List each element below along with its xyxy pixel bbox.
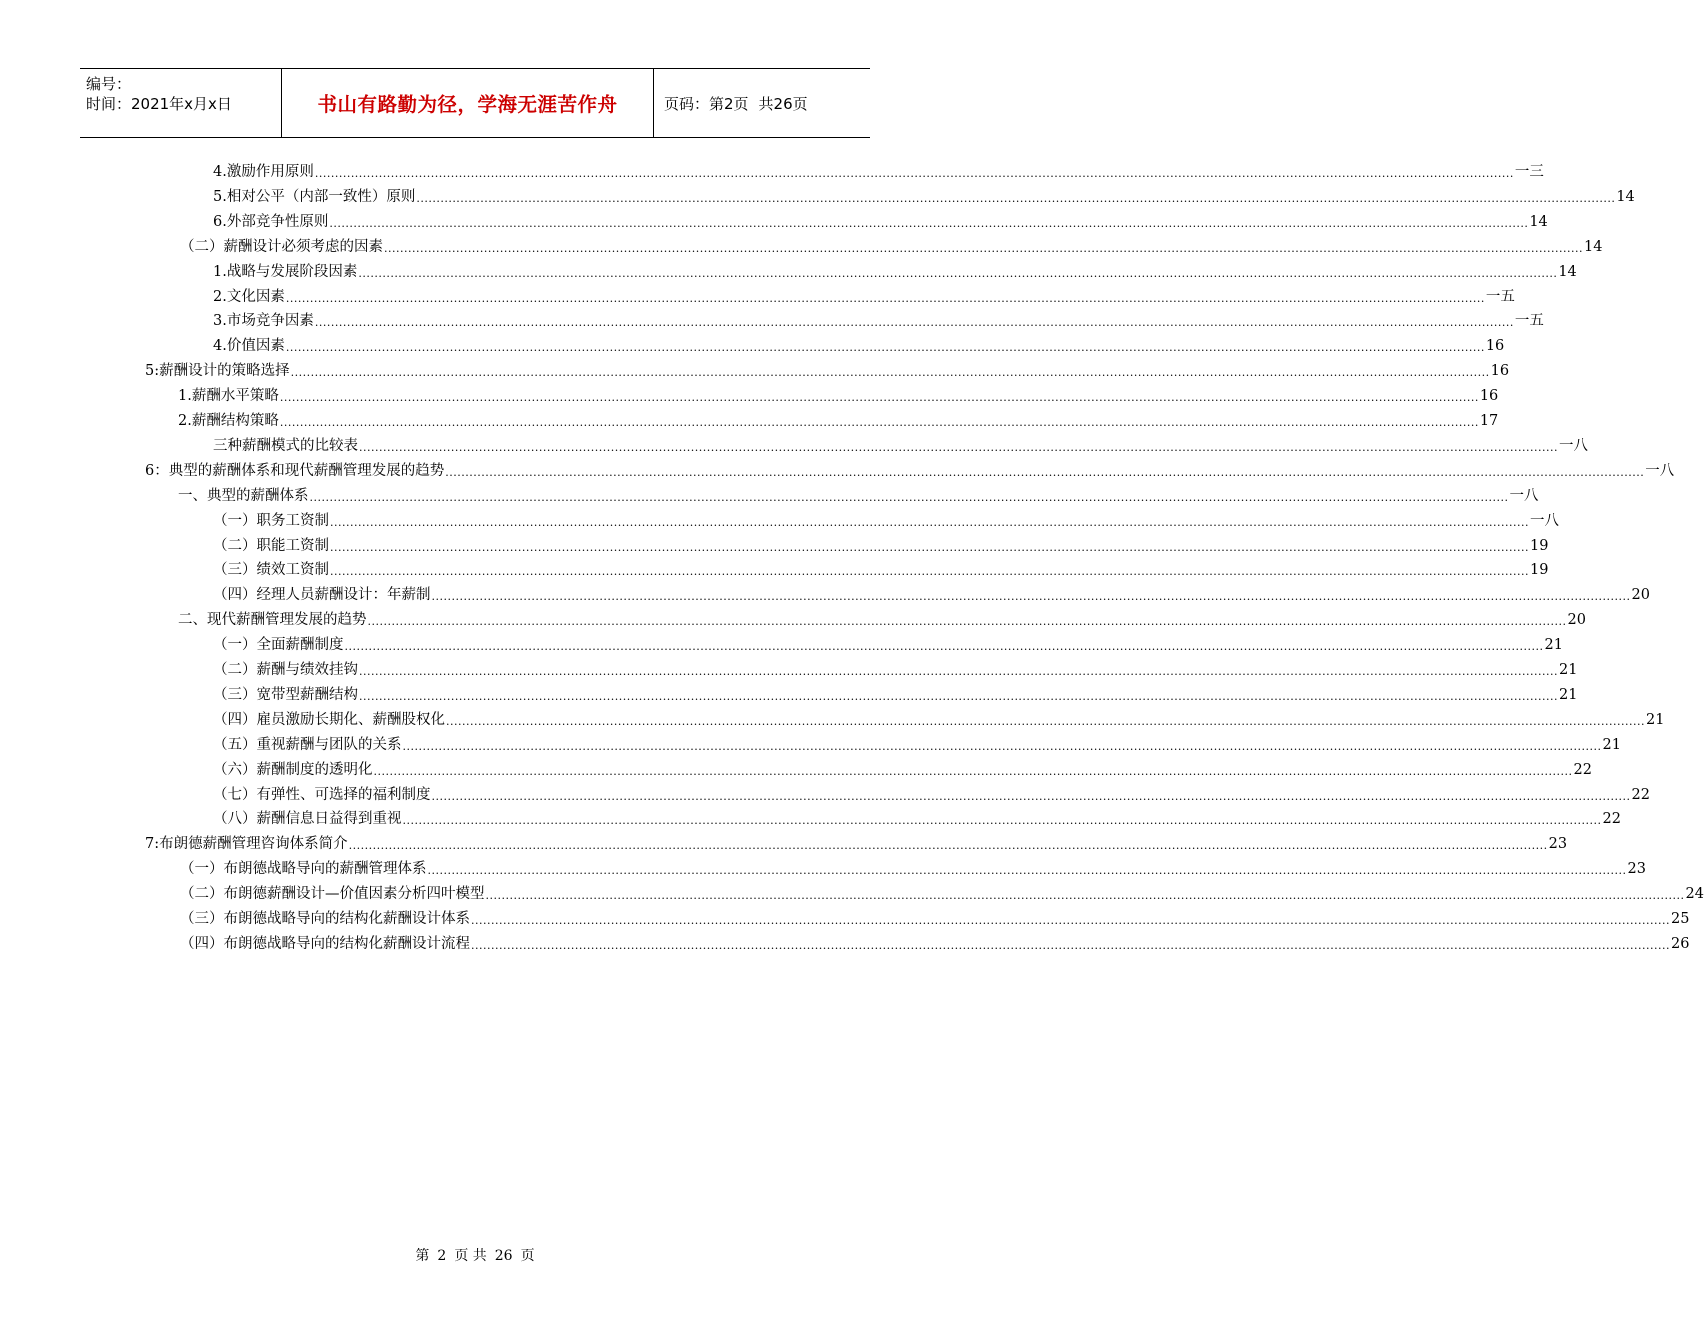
toc-entry[interactable]: [178, 407, 1499, 431]
toc-entry[interactable]: [213, 283, 1515, 307]
toc-entry-title: 二、现代薪酬管理发展的趋势: [178, 612, 367, 629]
toc-entry[interactable]: [213, 507, 1559, 531]
toc-dot-leader: ............................................................................................................................................................................................................................................................................................................: [279, 416, 1479, 429]
toc-entry[interactable]: [213, 307, 1544, 331]
toc-entry-page: 22: [1602, 811, 1621, 828]
toc-entry[interactable]: [213, 581, 1650, 605]
toc-entry[interactable]: [213, 656, 1578, 680]
toc-entry-title: （四）经理人员薪酬设计：年薪制: [213, 587, 431, 604]
total-label: 共26页: [758, 94, 808, 113]
toc-entry-title: （三）布朗德战略导向的结构化薪酬设计体系: [180, 911, 470, 927]
toc-dot-leader: ............................................................................................................................................................................................................................................................................................................: [402, 814, 1602, 828]
toc-entry[interactable]: [180, 855, 1646, 879]
toc-entry-page: 一五: [1485, 288, 1515, 305]
toc-entry-page: 一八: [1529, 512, 1559, 529]
toc-entry[interactable]: [178, 482, 1539, 506]
toc-dot-leader: ............................................................................................................................................................................................................................................................................................................: [427, 864, 1627, 878]
toc-entry-title: （八）薪酬信息日益得到重视: [213, 811, 402, 828]
toc-entry[interactable]: [180, 233, 1603, 257]
toc-entry-page: 一八: [1558, 437, 1588, 454]
toc-entry-title: （一）职务工资制: [213, 512, 329, 529]
toc-entry[interactable]: [213, 805, 1621, 829]
footer-middle: 页 共: [454, 1248, 487, 1264]
toc-entry-title: 5.相对公平（内部一致性）原则: [213, 188, 416, 205]
toc-entry-title: （六）薪酬制度的透明化: [213, 761, 373, 778]
toc-entry-title: （二）布朗德薪酬设计—价值因素分析四叶模型: [180, 886, 485, 903]
toc-entry-page: 24: [1685, 886, 1704, 903]
toc-entry-page: 14: [1529, 213, 1548, 230]
toc-entry[interactable]: [178, 606, 1586, 630]
toc-entry-page: 16: [1490, 363, 1510, 380]
toc-entry-title: （三）绩效工资制: [213, 562, 329, 579]
toc-entry[interactable]: [213, 556, 1549, 580]
toc-entry[interactable]: [213, 681, 1578, 705]
toc-entry-page: 一三: [1514, 164, 1544, 180]
footer-total-pages: 26: [494, 1248, 513, 1264]
toc-entry-page: 20: [1567, 612, 1586, 629]
toc-dot-leader: ............................................................................................................................................................................................................................................................................................................: [359, 440, 1558, 454]
toc-dot-leader: ............................................................................................................................................................................................................................................................................................................: [344, 640, 1544, 654]
toc-entry-page: 20: [1631, 587, 1650, 604]
date-label: 时间：2021年x月x日: [86, 95, 232, 113]
toc-entry[interactable]: [213, 756, 1592, 780]
toc-entry-title: 2.薪酬结构策略: [178, 413, 279, 429]
toc-dot-leader: ............................................................................................................................................................................................................................................................................................................: [485, 889, 1685, 903]
toc-entry-page: 19: [1529, 562, 1549, 579]
toc-dot-leader: ............................................................................................................................................................................................................................................................................................................: [446, 714, 1645, 728]
toc-entry-title: 6.外部竞争性原则: [213, 213, 329, 230]
toc-entry-title: 1.战略与发展阶段因素: [213, 263, 358, 280]
toc-entry-title: （二）薪酬设计必须考虑的因素: [180, 238, 383, 255]
toc-entry-title: 6：典型的薪酬体系和现代薪酬管理发展的趋势: [145, 462, 445, 479]
header-motto: 书山有路勤为径，学海无涯苦作舟: [282, 69, 654, 137]
toc-dot-leader: ............................................................................................................................................................................................................................................................................................................: [285, 341, 1485, 355]
footer-current-page: 2: [437, 1248, 447, 1264]
toc-entry[interactable]: [180, 930, 1690, 954]
toc-entry-page: 23: [1627, 861, 1646, 878]
toc-dot-leader: ............................................................................................................................................................................................................................................................................................................: [329, 216, 1529, 230]
toc-entry-title: （三）宽带型薪酬结构: [213, 686, 358, 703]
page-header: [80, 68, 870, 138]
toc-dot-leader: ............................................................................................................................................................................................................................................................................................................: [290, 366, 1490, 380]
toc-entry[interactable]: [180, 905, 1690, 929]
toc-entry[interactable]: [213, 781, 1650, 805]
toc-dot-leader: ............................................................................................................................................................................................................................................................................................................: [471, 914, 1670, 927]
toc-entry-title: （五）重视薪酬与团队的关系: [213, 736, 402, 753]
toc-dot-leader: ............................................................................................................................................................................................................................................................................................................: [348, 839, 1548, 853]
toc-dot-leader: ............................................................................................................................................................................................................................................................................................................: [358, 266, 1558, 280]
toc-dot-leader: ............................................................................................................................................................................................................................................................................................................: [431, 590, 1631, 604]
toc-entry[interactable]: [178, 382, 1499, 406]
header-page-cell: [654, 69, 870, 137]
toc-dot-leader: ............................................................................................................................................................................................................................................................................................................: [309, 490, 1509, 504]
toc-entry-title: 3.市场竞争因素: [213, 313, 314, 330]
toc-entry-page: 一五: [1514, 313, 1544, 330]
toc-entry[interactable]: [213, 332, 1505, 356]
toc-entry-title: （四）布朗德战略导向的结构化薪酬设计流程: [180, 935, 470, 952]
toc-entry-page: 22: [1573, 761, 1592, 778]
toc-entry[interactable]: [180, 880, 1704, 904]
toc-entry-page: 23: [1548, 836, 1568, 853]
page-label: 页码：第2页: [664, 94, 749, 113]
toc-dot-leader: ............................................................................................................................................................................................................................................................................................................: [471, 938, 1670, 952]
toc-entry[interactable]: [213, 432, 1588, 456]
toc-entry-title: 4.价值因素: [213, 338, 285, 355]
toc-entry-title: 三种薪酬模式的比较表: [213, 437, 358, 454]
toc-entry-title: （二）职能工资制: [213, 537, 329, 554]
toc-entry-title: 2.文化因素: [213, 288, 285, 305]
toc-entry-page: 16: [1485, 338, 1505, 355]
toc-dot-leader: ............................................................................................................................................................................................................................................................................................................: [285, 291, 1485, 305]
footer-prefix: 第: [415, 1248, 430, 1264]
toc-entry-page: 17: [1479, 413, 1499, 429]
toc-dot-leader: ............................................................................................................................................................................................................................................................................................................: [445, 465, 1645, 479]
toc-entry-page: 21: [1558, 686, 1578, 703]
toc-entry-title: 7:布朗德薪酬管理咨询体系简介: [145, 836, 348, 853]
toc-entry-page: 16: [1479, 388, 1499, 405]
toc-entry-title: 1.薪酬水平策略: [178, 388, 279, 405]
toc-dot-leader: ............................................................................................................................................................................................................................................................................................................: [314, 316, 1514, 330]
toc-entry-page: 21: [1544, 637, 1563, 654]
toc-entry[interactable]: [213, 731, 1621, 755]
toc-entry-title: （七）有弹性、可选择的福利制度: [213, 786, 431, 803]
toc-entry-page: 26: [1670, 935, 1690, 952]
toc-dot-leader: ............................................................................................................................................................................................................................................................................................................: [402, 739, 1602, 753]
toc-entry-page: 25: [1670, 911, 1690, 927]
toc-dot-leader: ............................................................................................................................................................................................................................................................................................................: [359, 689, 1558, 703]
toc-entry[interactable]: [213, 706, 1665, 730]
page-footer: [0, 1245, 950, 1265]
toc-entry[interactable]: [145, 357, 1510, 381]
toc-entry[interactable]: [213, 158, 1544, 182]
toc-dot-leader: ............................................................................................................................................................................................................................................................................................................: [359, 665, 1558, 678]
toc-entry-title: （二）薪酬与绩效挂钩: [213, 662, 358, 678]
toc-entry-page: 14: [1583, 238, 1603, 255]
toc-dot-leader: ............................................................................................................................................................................................................................................................................................................: [373, 764, 1573, 778]
toc-entry-page: 22: [1631, 786, 1650, 803]
toc-entry-title: 4.激励作用原则: [213, 164, 314, 180]
toc-entry-page: 14: [1616, 188, 1635, 205]
toc-entry[interactable]: [213, 183, 1635, 207]
toc-dot-leader: ............................................................................................................................................................................................................................................................................................................: [279, 391, 1479, 405]
toc-entry-page: 21: [1558, 662, 1578, 678]
toc-entry-title: （一）布朗德战略导向的薪酬管理体系: [180, 861, 427, 878]
toc-entry-page: 21: [1645, 711, 1665, 728]
toc-entry-title: 一、典型的薪酬体系: [178, 487, 309, 504]
toc-entry-page: 14: [1558, 263, 1577, 280]
header-info-cell: [80, 69, 282, 137]
toc-entry[interactable]: [213, 258, 1577, 282]
toc-dot-leader: ............................................................................................................................................................................................................................................................................................................: [314, 167, 1514, 180]
toc-entry[interactable]: [213, 208, 1548, 232]
toc-entry[interactable]: [145, 457, 1675, 481]
toc-entry-page: 一八: [1509, 487, 1539, 504]
toc-entry-page: 21: [1602, 736, 1621, 753]
toc-entry[interactable]: [145, 830, 1568, 854]
toc-entry[interactable]: [213, 631, 1563, 655]
toc-dot-leader: ............................................................................................................................................................................................................................................................................................................: [330, 565, 1529, 579]
code-label: 编号：: [86, 75, 132, 93]
toc-dot-leader: ............................................................................................................................................................................................................................................................................................................: [384, 241, 1583, 255]
toc-entry-page: 一八: [1645, 462, 1675, 479]
footer-suffix: 页: [520, 1248, 535, 1264]
toc-dot-leader: ............................................................................................................................................................................................................................................................................................................: [330, 515, 1529, 529]
toc-entry-title: （四）雇员激励长期化、薪酬股权化: [213, 711, 445, 728]
toc-entry-page: 19: [1529, 537, 1549, 554]
toc-dot-leader: ............................................................................................................................................................................................................................................................................................................: [367, 615, 1567, 629]
toc-dot-leader: ............................................................................................................................................................................................................................................................................................................: [416, 191, 1616, 205]
toc-entry-title: 5:薪酬设计的策略选择: [145, 363, 290, 380]
toc-dot-leader: ............................................................................................................................................................................................................................................................................................................: [431, 789, 1631, 803]
toc-entry[interactable]: [213, 532, 1549, 556]
toc-entry-title: （一）全面薪酬制度: [213, 637, 344, 654]
toc-dot-leader: ............................................................................................................................................................................................................................................................................................................: [330, 540, 1529, 554]
